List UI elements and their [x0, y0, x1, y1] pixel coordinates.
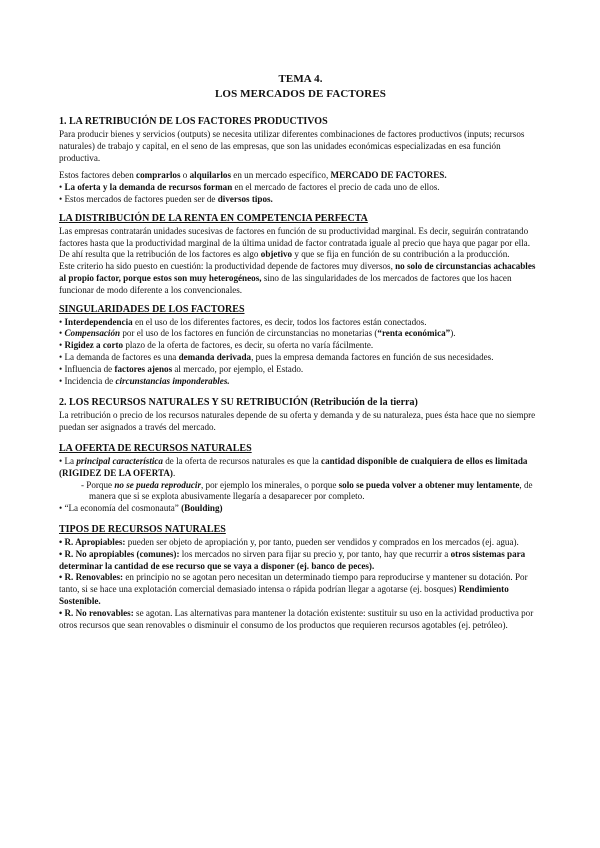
title-line-1: TEMA 4.	[278, 73, 323, 85]
singularity-item-3: • Rigidez a corto plazo de la oferta de factores, es decir, su oferta no varía fácilmente.	[59, 340, 374, 351]
section-2-heading: LA DISTRIBUCIÓN DE LA RENTA EN COMPETENCIA PERFECTA	[59, 212, 368, 224]
section-2-paragraph-1: Las empresas contratarán unidades sucesivas de factores en función de su productividad marginal. Es decir, seguirán contratando factores hasta que la productividad marginal de la última unidad de factor contratada iguale al precio que haya que pagar por ella.	[59, 225, 530, 248]
section-1-bullet-2: • Estos mercados de factores pueden ser de diversos tipos.	[59, 193, 273, 204]
resource-type-4: • R. No renovables: se agotan. Las alternativas para mantener la dotación existente: sustituir su uso en la actividad productiva por otros recursos que sean renovables o disminuir el consumo de los productos que requieren recursos agotables (ej. petróleo).	[59, 607, 534, 630]
section-2-paragraph-2: De ahí resulta que la retribución de los factores es algo objetivo y que se fija en función de su contribución a la producción.	[59, 249, 510, 260]
resource-type-1: • R. Apropiables: pueden ser objeto de apropiación y, por tanto, pueden ser vendidos y comprados en los mercados (ej. agua).	[59, 536, 519, 547]
title-line-2: LOS MERCADOS DE FACTORES	[215, 88, 386, 100]
supply-bullet-1: • La principal característica de la oferta de recursos naturales es que la cantidad disponible de cualquiera de ellos es limitada (RIGIDEZ DE LA OFERTA).	[59, 455, 528, 478]
section-1-paragraph-1: Para producir bienes y servicios (outputs) se necesita utilizar diferentes combinaciones de factores productivos (inputs; recursos naturales) de trabajo y capital, en el seno de las empresas, que son las unidades económicas especializadas en esa función productiva.	[59, 129, 525, 163]
section-1-bullet-1: • La oferta y la demanda de recursos forman en el mercado de factores el precio de cada uno de ellos.	[59, 182, 440, 193]
singularity-item-4: • La demanda de factores es una demanda derivada, pues la empresa demanda factores en función de sus necesidades.	[59, 351, 494, 362]
section-4-paragraph-1: La retribución o precio de los recursos naturales depende de su oferta y demanda y de su naturaleza, pues ésta hace que no siempre puedan ser asignados a través del mercado.	[59, 410, 536, 433]
supply-bullet-2: • “La economía del cosmonauta” (Boulding)	[59, 503, 223, 514]
section-1-heading: 1. LA RETRIBUCIÓN DE LOS FACTORES PRODUCTIVOS	[59, 116, 328, 127]
section-2-paragraph-3: Este criterio ha sido puesto en cuestión: la productividad depende de factores muy diversos, no solo de circunstancias achacables al propio factor, porque estos son muy heterogéneos, sino de las singularidades de los mercados de factores que los hacen funcionar de modo diferente a los convencionales.	[59, 261, 536, 295]
resource-type-2: • R. No apropiables (comunes): los mercados no sirven para fijar su precio y, por tanto, hay que recurrir a otros sistemas para determinar la cantidad de ese recurso que se vaya a disponer (ej. banco de peces).	[59, 548, 526, 571]
singularity-item-2: • Compensación por el uso de los factores en función de circunstancias no monetarias (“renta económica”).	[59, 328, 456, 339]
section-3-heading: SINGULARIDADES DE LOS FACTORES	[59, 303, 245, 315]
supply-sub-item: - Porque no se pueda reproducir, por ejemplo los minerales, o porque solo se pueda volver a obtener muy lentamente, de manera que si se explota abusivamente llegaría a desaparecer por completo.	[81, 479, 533, 502]
section-4-heading: 2. LOS RECURSOS NATURALES Y SU RETRIBUCIÓN (Retribución de la tierra)	[59, 397, 418, 409]
resource-type-3: • R. Renovables: en principio no se agotan pero necesitan un determinado tiempo para reproducirse y mantener su dotación. Por tanto, si se hace una explotación comercial demasiado intensa o rápida podrían llegar a agotarse (ej. bosques) Rendimiento Sostenible.	[59, 572, 528, 606]
singularity-item-5: • Influencia de factores ajenos al mercado, por ejemplo, el Estado.	[59, 363, 304, 374]
section-5-heading: LA OFERTA DE RECURSOS NATURALES	[59, 442, 252, 454]
section-1-paragraph-2: Estos factores deben comprarlos o alquilarlos en un mercado específico, MERCADO DE FACTORES.	[59, 170, 447, 181]
document-title	[59, 72, 542, 101]
singularity-item-6: • Incidencia de circunstancias imponderables.	[59, 375, 230, 386]
section-6-heading: TIPOS DE RECURSOS NATURALES	[59, 523, 226, 535]
singularity-item-1: • Interdependencia en el uso de los diferentes factores, es decir, todos los factores están conectados.	[59, 316, 427, 327]
